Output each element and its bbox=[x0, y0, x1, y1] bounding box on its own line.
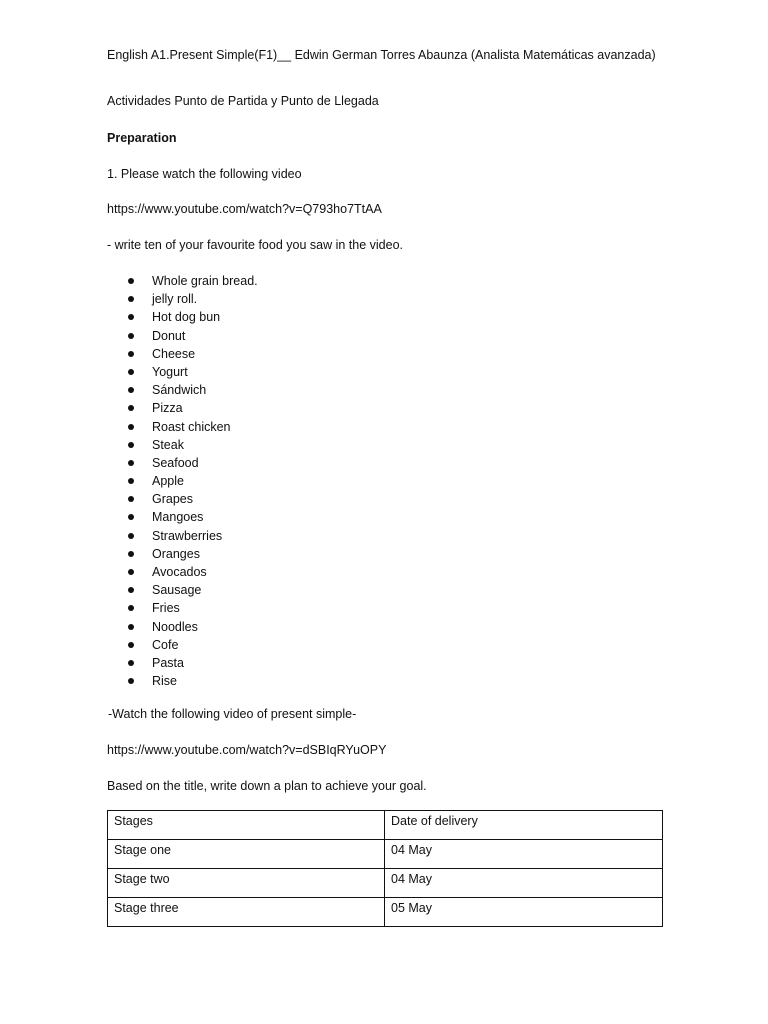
list-item bbox=[0, 508, 768, 526]
list-item-text: Whole grain bread. bbox=[152, 274, 258, 288]
document-header: English A1.Present Simple(F1)__ Edwin German Torres Abaunza (Analista Matemáticas avanzada) bbox=[107, 48, 656, 62]
document-subtitle: Actividades Punto de Partida y Punto de Llegada bbox=[107, 94, 379, 108]
list-item bbox=[0, 581, 768, 599]
bullet-icon bbox=[128, 478, 134, 484]
bullet-icon bbox=[128, 333, 134, 339]
bullet-icon bbox=[128, 442, 134, 448]
list-item-text: Hot dog bun bbox=[152, 310, 221, 325]
list-item-text: Steak bbox=[152, 437, 184, 452]
table-row bbox=[108, 869, 663, 898]
bullet-icon bbox=[128, 569, 134, 575]
list-item bbox=[0, 654, 768, 672]
list-item-text: Apple bbox=[152, 474, 184, 489]
plan-instruction: Based on the title, write down a plan to achieve your goal. bbox=[107, 779, 427, 793]
video-link-1[interactable]: https://www.youtube.com/watch?v=Q793ho7TtAA bbox=[107, 202, 382, 216]
present-simple-instruction: -Watch the following video of present simple- bbox=[108, 707, 357, 721]
bullet-icon bbox=[128, 351, 134, 357]
list-item-text: Donut bbox=[152, 328, 186, 343]
list-item bbox=[0, 545, 768, 563]
bullet-icon bbox=[128, 369, 134, 375]
list-item bbox=[0, 327, 768, 345]
food-instruction: - write ten of your favourite food you saw in the video. bbox=[107, 238, 403, 252]
list-item-text: Fries bbox=[152, 601, 180, 616]
food-list bbox=[0, 272, 768, 690]
list-item-text: Mangoes bbox=[152, 510, 204, 525]
list-item bbox=[0, 363, 768, 381]
list-item-text: Sándwich bbox=[152, 383, 207, 398]
list-item-text: Seafood bbox=[152, 455, 199, 470]
list-item-text: jelly roll. bbox=[152, 292, 198, 307]
list-item-text: Pasta bbox=[152, 655, 184, 670]
table-cell: Stage two bbox=[108, 869, 385, 898]
list-item bbox=[0, 563, 768, 581]
list-item bbox=[0, 290, 768, 308]
bullet-icon bbox=[128, 660, 134, 666]
list-item-text: Rise bbox=[152, 674, 178, 689]
list-item-text: Avocados bbox=[152, 565, 207, 579]
list-item bbox=[0, 418, 768, 436]
list-item bbox=[0, 599, 768, 617]
bullet-icon bbox=[128, 405, 134, 411]
list-item bbox=[0, 308, 768, 326]
list-item bbox=[0, 399, 768, 417]
bullet-icon bbox=[128, 514, 134, 520]
list-item-text: Cheese bbox=[152, 346, 196, 361]
list-item-text: Strawberries bbox=[152, 528, 223, 543]
bullet-icon bbox=[128, 587, 134, 593]
bullet-icon bbox=[128, 460, 134, 466]
video-link-2[interactable]: https://www.youtube.com/watch?v=dSBIqRYuOPY bbox=[107, 743, 387, 757]
list-item bbox=[0, 272, 768, 290]
list-item bbox=[0, 472, 768, 490]
bullet-icon bbox=[128, 551, 134, 557]
list-item bbox=[0, 381, 768, 399]
list-item bbox=[0, 345, 768, 363]
list-item bbox=[0, 618, 768, 636]
table-row bbox=[108, 898, 663, 927]
list-item-text: Oranges bbox=[152, 546, 200, 561]
list-item bbox=[0, 454, 768, 472]
table-cell: Stage three bbox=[108, 898, 385, 927]
list-item-text: Roast chicken bbox=[152, 419, 231, 434]
bullet-icon bbox=[128, 605, 134, 611]
table-cell: 05 May bbox=[385, 898, 663, 927]
list-item-text: Noodles bbox=[152, 619, 198, 634]
list-item bbox=[0, 527, 768, 545]
step-one-text: 1. Please watch the following video bbox=[107, 167, 302, 181]
table-header-cell: Date of delivery bbox=[385, 811, 663, 840]
list-item-text: Grapes bbox=[152, 492, 193, 507]
table-header-cell: Stages bbox=[108, 811, 385, 840]
list-item-text: Yogurt bbox=[152, 364, 188, 379]
list-item bbox=[0, 436, 768, 454]
bullet-icon bbox=[128, 642, 134, 648]
bullet-icon bbox=[128, 278, 134, 284]
section-heading: Preparation bbox=[107, 131, 177, 145]
bullet-icon bbox=[128, 496, 134, 502]
list-item bbox=[0, 636, 768, 654]
bullet-icon bbox=[128, 424, 134, 430]
bullet-icon bbox=[128, 314, 134, 320]
list-item-text: Pizza bbox=[152, 401, 183, 416]
bullet-icon bbox=[128, 624, 134, 630]
bullet-icon bbox=[128, 533, 134, 539]
bullet-icon bbox=[128, 387, 134, 393]
bullet-icon bbox=[128, 678, 134, 684]
list-item-text: Sausage bbox=[152, 583, 202, 598]
table-cell: Stage one bbox=[108, 840, 385, 869]
table-cell: 04 May bbox=[385, 840, 663, 869]
table-row bbox=[108, 840, 663, 869]
table-header-row bbox=[108, 811, 663, 840]
table-cell: 04 May bbox=[385, 869, 663, 898]
bullet-icon bbox=[128, 296, 134, 302]
stages-table bbox=[107, 810, 663, 927]
list-item bbox=[0, 672, 768, 690]
list-item bbox=[0, 490, 768, 508]
list-item-text: Cofe bbox=[152, 637, 179, 652]
